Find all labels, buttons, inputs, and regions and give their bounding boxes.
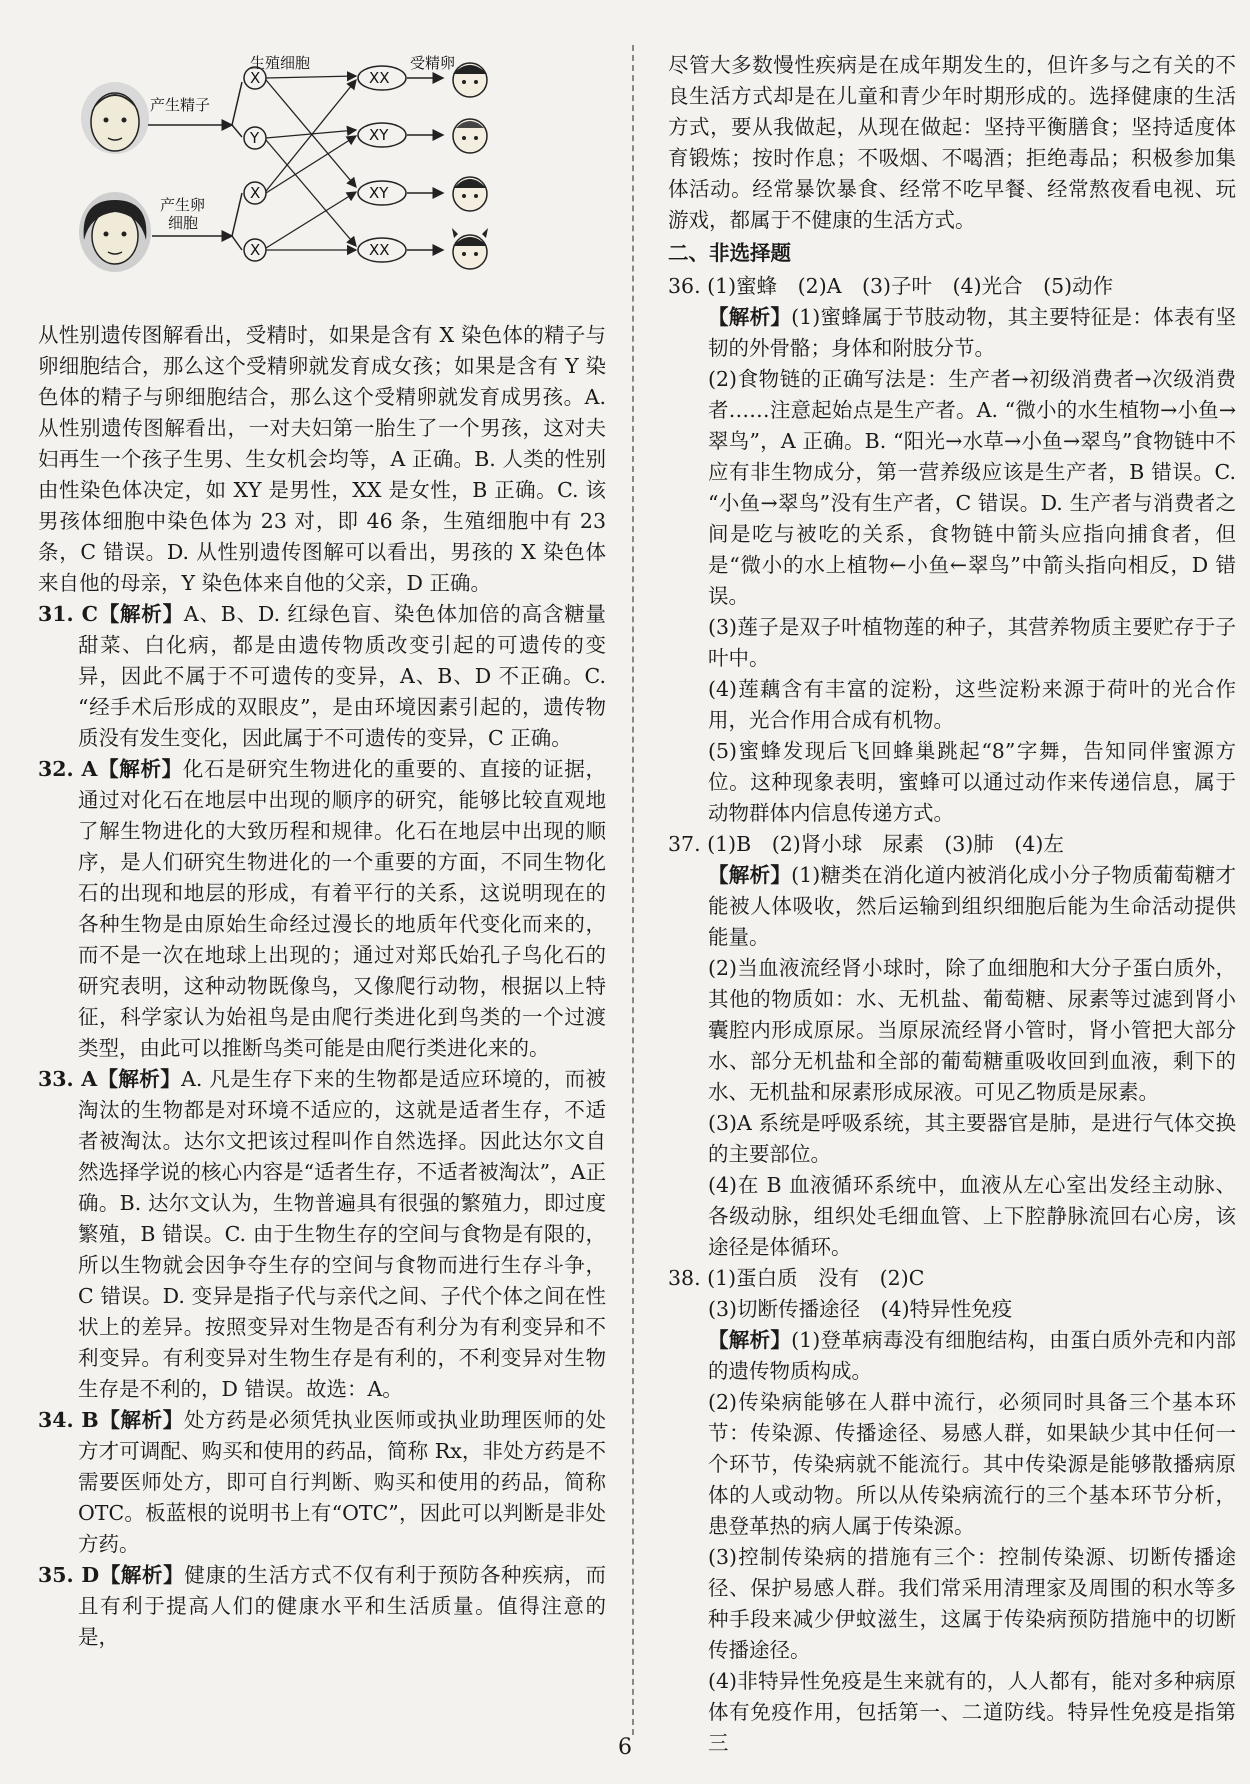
column-divider <box>632 45 634 1735</box>
zygote-xx-2 <box>358 238 406 262</box>
svg-text:XY: XY <box>369 184 389 202</box>
egg-label-1: 产生卵 <box>160 196 206 214</box>
right-column <box>668 50 1236 1759</box>
zygote-xy-2 <box>358 181 406 205</box>
left-column <box>38 320 606 1653</box>
section-heading: 二、非选择题 <box>668 241 791 265</box>
mother-icon <box>79 192 151 272</box>
answer-31: 31. C【解析】A、B、D. 红绿色盲、染色体加倍的高含糖量甜菜、白化病，都是由遗传物质改变引起的可遗传的变异，因此不属于不可遗传的变异，A、B、D 不正确。C. “经手术后形成的双眼皮”，是由环境因素引起的，遗传物质没有发生变化，因此属于不可遗传的变异，C 正确。 <box>38 602 607 750</box>
svg-text:X: X <box>250 241 261 259</box>
father-icon <box>81 82 149 154</box>
svg-text:XY: XY <box>369 126 389 144</box>
boy-face-icon <box>453 177 487 211</box>
answer-33: 33. A【解析】A. 凡是生存下来的生物都是适应环境的，而被淘汰的生物都是对环境不适应的，这就是适者生存，不适者被淘汰。达尔文把该过程叫作自然选择。因此达尔文自然选择学说的核心内容是“适者生存，不适者被淘汰”，A正确。B. 达尔文认为，生物普遍具有很强的繁殖力，即过度繁殖，B 错误。C. 由于生物生存的空间与食物是有限的，所以生物就会因争夺生存的空间与食物而进行生存斗争，C 错误。D. 变异是指子代与亲代之间、子代个体之间在性状上的差异。按照变异对生物是否有利分为有利变异和不利变异。有利变异对生物生存是有利的，不利变异对生物生存是不利的，D 错误。故选：A。 <box>38 1067 606 1401</box>
answer-38-key: 38. (1)蛋白质 没有 (2)C <box>668 1266 925 1290</box>
svg-text:XX: XX <box>369 69 390 87</box>
answer-37-key: 37. (1)B (2)肾小球 尿素 (3)肺 (4)左 <box>668 832 1064 856</box>
zygote-label: 受精卵 <box>410 54 456 72</box>
egg-label-2: 细胞 <box>168 214 199 232</box>
zygote-xx-1 <box>358 66 406 90</box>
answer-34: 34. B【解析】处方药是必须凭执业医师或执业助理医师的处方才可调配、购买和使用的药品，简称 Rx，非处方药是不需要医师处方，即可自行判断、购买和使用的药品，简称 OTC。板蓝根的说明书上有“OTC”，因此可以判断是非处方药。 <box>38 1408 606 1556</box>
svg-text:XX: XX <box>369 241 390 259</box>
svg-text:Y: Y <box>250 129 260 147</box>
boy-face-icon <box>453 119 487 153</box>
answer-36-analysis: 【解析】(1)蜜蜂属于节肢动物，其主要特征是：体表有坚韧的外骨骼；身体和附肢分节。 (2)食物链的正确写法是：生产者→初级消费者→次级消费者……注意起始点是生产者。A. “微小的水生植物→小鱼→翠鸟”，A 正确。B. “阳光→水草→小鱼→翠鸟”食物链中不应有非生物成分，第一营养级应该是生产者，B 错误。C. “小鱼→翠鸟”没有生产者，C 错误。D. 生产者与消费者之间是吃与被吃的关系，食物链中箭头应指向捕食者，但是“微小的水上植物←小鱼←翠鸟”中箭头指向相反，D 错误。 (3)莲子是双子叶植物莲的种子，其营养物质主要贮存于子叶中。 (4)莲藕含有丰富的淀粉，这些淀粉来源于荷叶的光合作用，光合作用合成有机物。 (5)蜜蜂发现后飞回蜂巢跳起“8”字舞，告知同伴蜜源方位。这种现象表明，蜜蜂可以通过动作来传递信息，属于动物群体内信息传递方式。 <box>708 305 1237 825</box>
germ-cell-egg-x2 <box>244 239 266 261</box>
zygote-xy-1 <box>358 123 406 147</box>
germ-cells-label: 生殖细胞 <box>250 54 311 72</box>
svg-text:X: X <box>250 69 261 87</box>
germ-cell-egg-x1 <box>244 182 266 204</box>
germ-cell-sperm-x <box>244 67 266 89</box>
germ-cell-sperm-y <box>244 127 266 149</box>
answer-35-continued: 尽管大多数慢性疾病是在成年期发生的，但许多与之有关的不良生活方式却是在儿童和青少年时期形成的。选择健康的生活方式，要从我做起，从现在做起：坚持平衡膳食；坚持适度体育锻炼；按时作息；不吸烟、不喝酒；拒绝毒品；积极参加集体活动。经常暴饮暴食、经常不吃早餐、经常熬夜看电视、玩游戏，都属于不健康的生活方式。 <box>668 53 1236 232</box>
answer-32: 32. A【解析】化石是研究生物进化的重要的、直接的证据，通过对化石在地层中出现的顺序的研究，能够比较直观地了解生物进化的大致历程和规律。化石在地层中出现的顺序，是人们研究生物进化的一个重要的方面，不同生物化石的出现和地层的形成，有着平行的关系，这说明现在的各种生物是由原始生命经过漫长的地质年代变化而来的，而不是一次在地球上出现的；通过对郑氏始孔子鸟化石的研究表明，这种动物既像鸟，又像爬行动物，根据以上特征，科学家认为始祖鸟是由爬行类进化到鸟类的一个过渡类型，由此可以推断鸟类可能是由爬行类进化来的。 <box>38 757 607 1060</box>
girl-face-icon <box>453 63 487 97</box>
svg-text:X: X <box>250 184 261 202</box>
sex-inheritance-diagram <box>60 50 600 315</box>
answer-37-analysis: 【解析】(1)糖类在消化道内被消化成小分子物质葡萄糖才能被人体吸收，然后运输到组织细胞后能为生命活动提供能量。 (2)当血液流经肾小球时，除了血细胞和大分子蛋白质外，其他的物质如：水、无机盐、葡萄糖、尿素等过滤到肾小囊腔内形成原尿。当原尿流经肾小管时，肾小管把大部分水、部分无机盐和全部的葡萄糖重吸收回到血液，剩下的水、无机盐和尿素形成尿液。可见乙物质是尿素。 (3)A 系统是呼吸系统，其主要器官是肺，是进行气体交换的主要部位。 (4)在 B 血液循环系统中，血液从左心室出发经主动脉、各级动脉，组织处毛细血管、上下腔静脉流回右心房，该途径是体循环。 <box>708 863 1237 1259</box>
answer-38-analysis: (3)切断传播途径 (4)特异性免疫 【解析】(1)登革病毒没有细胞结构，由蛋白质外壳和内部的遗传物质构成。 (2)传染病能够在人群中流行，必须同时具备三个基本环节：传染源、传播途径、易感人群，如果缺少其中任何一个环节，传染病就不能流行。其中传染源是能够散播病原体的人或动物。所以从传染病流行的三个基本环节分析，患登革热的病人属于传染源。 (3)控制传染病的措施有三个：控制传染源、切断传播途径、保护易感人群。我们常采用清理家及周围的积水等多种手段来减少伊蚊滋生，这属于传染病预防措施中的切断传播途径。 (4)非特异性免疫是生来就有的，人人都有，能对多种病原体有免疫作用，包括第一、二道防线。特异性免疫是指第三 <box>708 1297 1237 1755</box>
answer-36-key: 36. (1)蜜蜂 (2)A (3)子叶 (4)光合 (5)动作 <box>668 274 1114 298</box>
page-number: 6 <box>618 1735 632 1760</box>
sperm-label: 产生精子 <box>150 96 211 114</box>
girl-face-icon <box>452 228 488 269</box>
diagram-explanation: 从性别遗传图解看出，受精时，如果是含有 X 染色体的精子与卵细胞结合，那么这个受精卵就发育成女孩；如果是含有 Y 染色体的精子与卵细胞结合，那么这个受精卵就发育成男孩。A. 从性别遗传图解看出，一对夫妇第一胎生了一个男孩，这对夫妇再生一个孩子生男、生女机会均等，A 正确。B. 人类的性别由性染色体决定，如 XY 是男性，XX 是女性，B 正确。C. 该男孩体细胞中染色体为 23 对，即 46 条，生殖细胞中有 23 条，C 错误。D. 从性别遗传图解可以看出，男孩的 X 染色体来自他的母亲，Y 染色体来自他的父亲，D 正确。 <box>38 323 606 595</box>
answer-35: 35. D【解析】健康的生活方式不仅有利于预防各种疾病，而且有利于提高人们的健康水平和生活质量。值得注意的是， <box>38 1563 607 1649</box>
